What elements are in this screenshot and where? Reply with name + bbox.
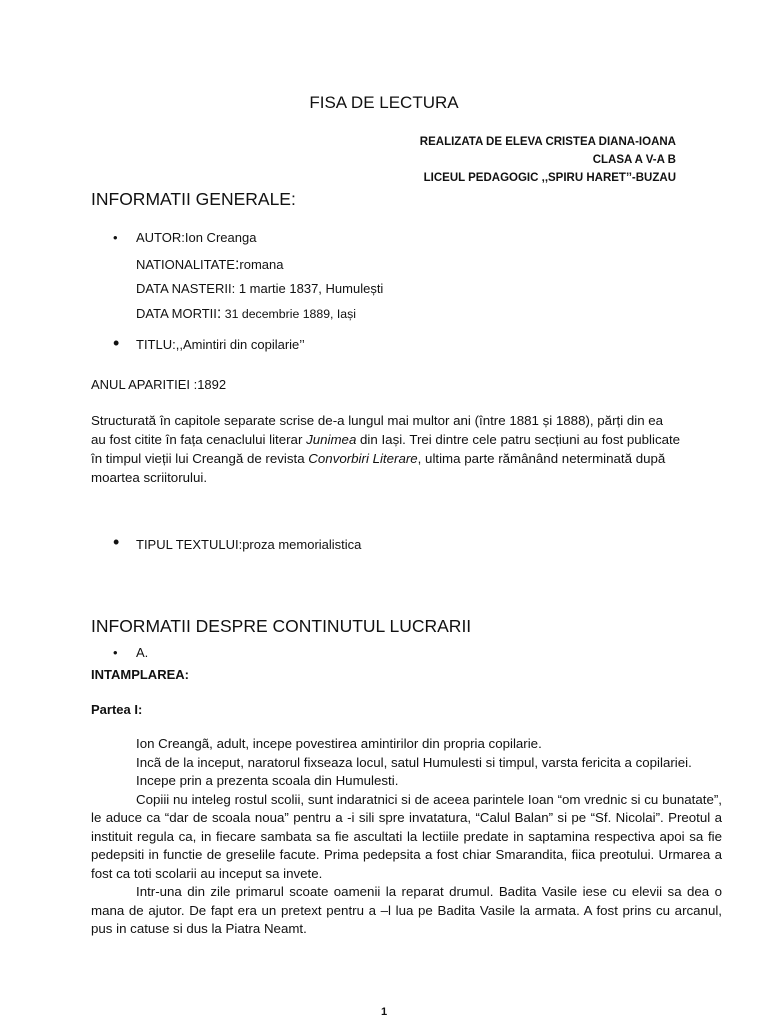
school-line: LICEUL PEDAGOGIC ,,SPIRU HARET’’-BUZAU <box>423 172 676 184</box>
nationality-label: NATIONALITATE <box>136 257 235 272</box>
bullet-icon: • <box>113 532 120 552</box>
death-value: 31 decembrie 1889, Iași <box>221 307 357 321</box>
author-field: AUTOR:Ion Creanga <box>136 230 257 245</box>
structure-paragraph: Structurată în capitole separate scrise de-a lungul mai multor ani (între 1881 și 1888), părți din ea au fost citite în fața cenaclului literar Junimea din Iași. Trei dintre cele patru secțiuni au fost publicate în timpul vieții lui Creangă de revista Convorbiri Literare, ultima parte rămânând neterminată după moartea scriitorului. <box>91 413 681 485</box>
bullet-icon: • <box>113 230 118 245</box>
nationality-value: romana <box>239 257 284 272</box>
part-one-label: Partea I: <box>91 702 143 717</box>
publication-year: ANUL APARITIEI :1892 <box>91 377 227 392</box>
section-heading-general: INFORMATII GENERALE: <box>91 189 296 209</box>
paragraph: Copiii nu inteleg rostul scolii, sunt indaratnici si de aceea parintele Ioan “om vrednic si cu bunatate”, le aduce ca “dar de scoala noua” pentru a -i sili spre invatatura, “Calul Balan” si pe “Sf. Nicolai”. Preotul a instituit regula ca, in fiecare sambata sa fie ascultati la lectiile predate in saptamina respectiva apoi sa fie pedepsiti in functie de greselile facute. Prima pedepsita a fost chiar Smarandita, fiica preotului. Urmarea a fost ca toti scolarii au inceput sa invete. <box>91 791 722 881</box>
paragraph: Incã de la inceput, naratorul fixseaza locul, satul Humulesti si timpul, varsta fericita a copilariei. <box>136 754 692 770</box>
convorbiri-term: Convorbiri Literare <box>308 451 418 466</box>
item-a: A. <box>136 645 149 660</box>
death-label: DATA MORTII <box>136 306 217 321</box>
class-line: CLASA A V-A B <box>592 154 676 166</box>
page-number: 1 <box>380 1006 388 1018</box>
title-field: TITLU:,,Amintiri din copilarie’’ <box>136 337 305 352</box>
paragraph: Ion Creangã, adult, incepe povestirea amintirilor din propria copilarie. <box>136 736 542 751</box>
nationality-field: NATIONALITATE:romana <box>136 256 284 273</box>
paragraph: Incepe prin a prezenta scoala din Humulesti. <box>136 773 399 788</box>
bullet-icon: • <box>113 645 118 660</box>
page-title: FISA DE LECTURA <box>309 93 459 112</box>
paragraph: Intr-una din zile primarul scoate oamenii la reparat drumul. Badita Vasile iese cu elevii sa dea o mana de ajutor. De fapt era un pretext pentru a –l lua pe Badita Vasile la armata. A fost prins cu arcanul, pus in catuse si dus la Piatra Neamt. <box>91 884 722 936</box>
birth-date-field: DATA NASTERII: 1 martie 1837, Humulești <box>136 281 384 296</box>
junimea-term: Junimea <box>306 432 357 447</box>
death-date-field: DATA MORTII: 31 decembrie 1889, Iași <box>136 305 357 322</box>
author-line: REALIZATA DE ELEVA CRISTEA DIANA-IOANA <box>419 136 676 148</box>
bullet-icon: • <box>113 333 120 353</box>
happening-label: INTAMPLAREA: <box>91 667 189 682</box>
text-type-field: TIPUL TEXTULUI:proza memorialistica <box>136 537 362 552</box>
part-one-body <box>91 735 722 939</box>
section-heading-content: INFORMATII DESPRE CONTINUTUL LUCRARII <box>91 616 472 636</box>
